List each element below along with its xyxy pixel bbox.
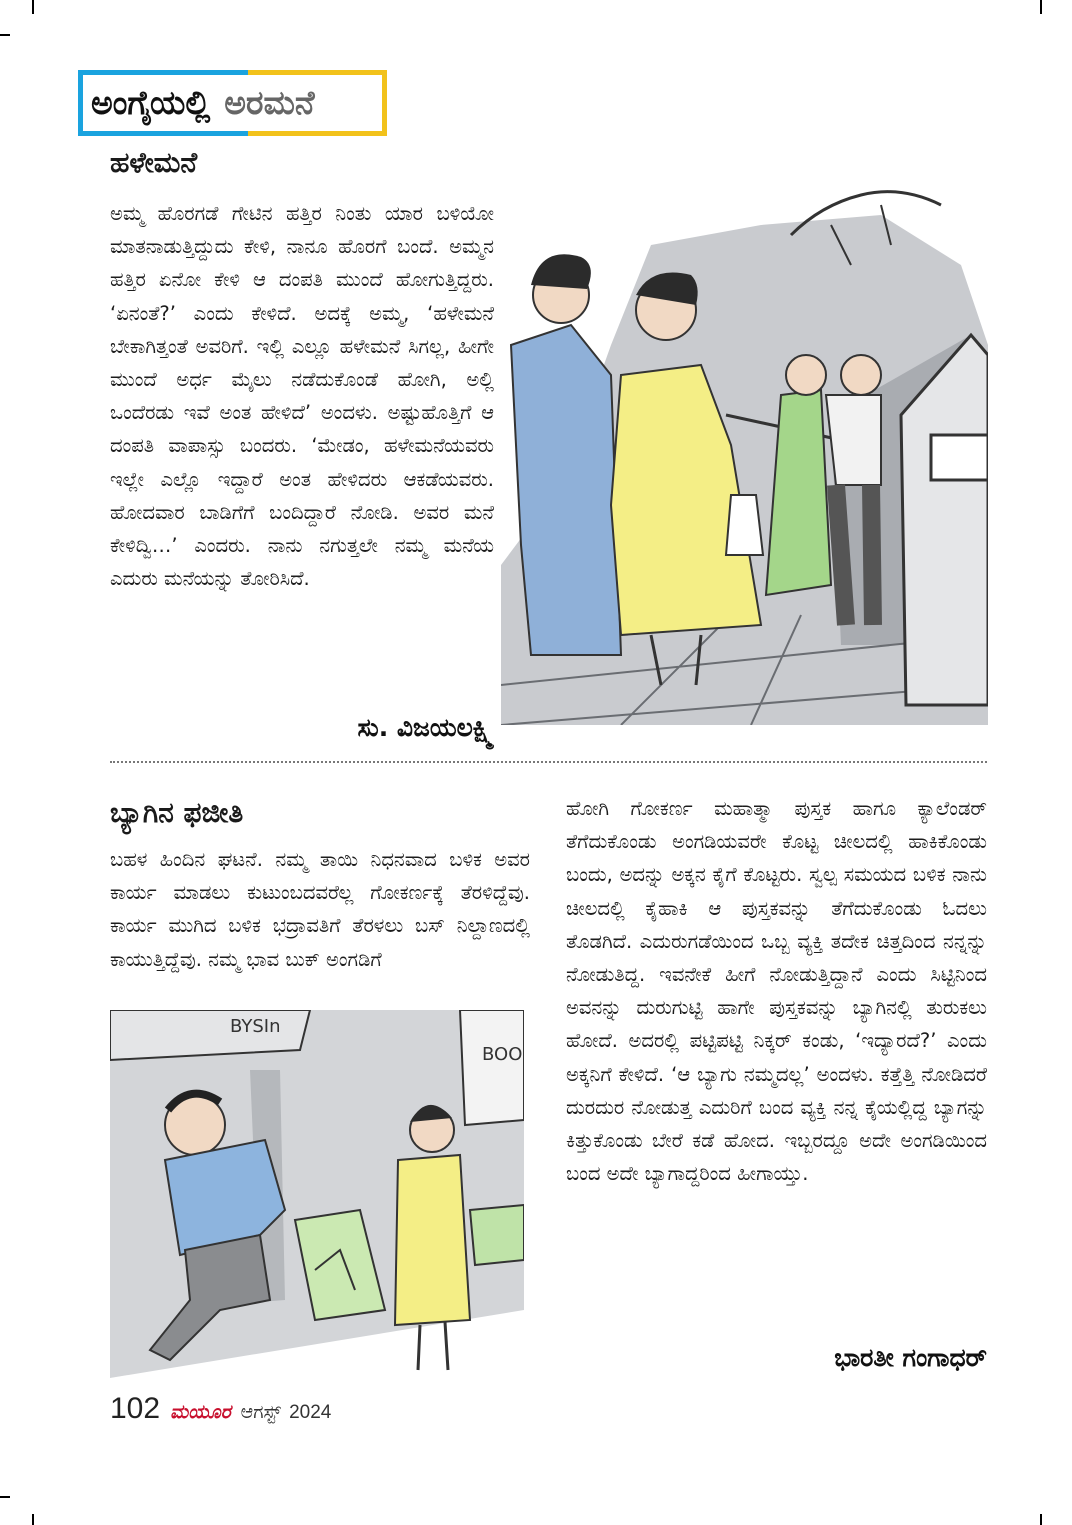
shop-sign-1: BYSIn (230, 1016, 281, 1037)
story2-title: ಬ್ಯಾಗಿನ ಫಜೀತಿ (110, 796, 244, 829)
crop-mark (32, 0, 34, 14)
issue-year: 2024 (289, 1402, 332, 1423)
issue-month: ಆಗಸ್ಟ್ (240, 1401, 282, 1423)
story2-body-right: ಹೋಗಿ ಗೋಕರ್ಣ ಮಹಾತ್ಮಾ ಪುಸ್ತಕ ಹಾಗೂ ಕ್ಯಾಲೆಂಡರ್ ತೆಗೆದುಕೊಂಡು ಅಂಗಡಿಯವರೇ ಕೊಟ್ಟ ಚೀಲದಲ್ಲಿ ಹಾಕಿಕೊಂಡು ಬಂದು, ಅದನ್ನು ಅಕ್ಕನ ಕೈಗೆ ಕೊಟ್ಟರು. ಸ್ವಲ್ಪ ಸಮಯದ ಬಳಿಕ ನಾನು ಚೀಲದಲ್ಲಿ ಕೈಹಾಕಿ ಆ ಪುಸ್ತಕವನ್ನು ತೆಗೆದುಕೊಂಡು ಓದಲು ತೊಡಗಿದೆ. ಎದುರುಗಡೆಯಿಂದ ಒಬ್ಬ ವ್ಯಕ್ತಿ ತದೇಕ ಚಿತ್ತದಿಂದ ನನ್ನನ್ನು ನೋಡುತಿದ್ದ. ಇವನೇಕೆ ಹೀಗೆ ನೋಡುತ್ತಿದ್ದಾನೆ ಎಂದು ಸಿಟ್ಟಿನಿಂದ ಅವನನ್ನು ದುರುಗುಟ್ಟಿ ಹಾಗೇ ಪುಸ್ತಕವನ್ನು ಬ್ಯಾಗಿನಲ್ಲಿ ತುರುಕಲು ಹೋದೆ. ಅದರಲ್ಲಿ ಪಟ್ಟಿಪಟ್ಟಿ ನಿಕ್ಕರ್ ಕಂಡು, ‘ಇದ್ಯಾರದೆ?’ ಎಂದು ಅಕ್ಕನಿಗೆ ಕೇಳಿದೆ. ‘ಆ ಬ್ಯಾಗು ನಮ್ಮದಲ್ಲ’ ಅಂದಳು. ಕತ್ತೆತ್ತಿ ನೋಡಿದರೆ ದುರದುರ ನೋಡುತ್ತ ಎದುರಿಗೆ ಬಂದ ವ್ಯಕ್ತಿ ನನ್ನ ಕೈಯಲ್ಲಿದ್ದ ಬ್ಯಾಗನ್ನು ಕಿತ್ತುಕೊಂಡು ಬೇರೆ ಕಡೆ ಹೋದ. ಇಬ್ಬರದ್ದೂ ಅದೇ ಅಂಗಡಿಯಿಂದ ಬಂದ ಅದೇ ಬ್ಯಾಗಾದ್ದರಿಂದ ಹೀಗಾಯ್ತು. (566, 797, 987, 1186)
story-divider (110, 761, 987, 763)
story2-author: ಭಾರತೀ ಗಂಗಾಧರ್ (834, 1343, 987, 1372)
page-footer (110, 1392, 331, 1426)
crop-mark (1040, 1514, 1042, 1525)
crop-mark (1040, 0, 1042, 14)
crop-mark (0, 34, 10, 36)
story1-title: ಹಳೇಮನೆ (110, 146, 198, 179)
page-number: 102 (110, 1392, 161, 1425)
story1-author: ಸು. ವಿಜಯಲಕ್ಷ್ಮಿ (357, 713, 494, 742)
story2-illustration (110, 1010, 524, 1378)
shop-sign-2: BOO (482, 1044, 523, 1065)
story1-illustration (501, 185, 988, 725)
story2-body-left: ಬಹಳ ಹಿಂದಿನ ಘಟನೆ. ನಮ್ಮ ತಾಯಿ ನಿಧನವಾದ ಬಳಿಕ ಅವರ ಕಾರ್ಯ ಮಾಡಲು ಕುಟುಂಬದವರೆಲ್ಲ ಗೋಕರ್ಣಕ್ಕೆ ತೆರಳಿದ್ದೆವು. ಕಾರ್ಯ ಮುಗಿದ ಬಳಿಕ ಭದ್ರಾವತಿಗೆ ತೆರಳಲು ಬಸ್ ನಿಲ್ದಾಣದಲ್ಲಿ ಕಾಯುತ್ತಿದ್ದೆವು. ನಮ್ಮ ಭಾವ ಬುಕ್ ಅಂಗಡಿಗೆ (110, 848, 530, 971)
crop-mark (32, 1514, 34, 1525)
crop-mark (0, 1496, 10, 1498)
column-title-part2: ಅರಮನೆ (224, 83, 315, 122)
story1-body: ಅಮ್ಮ ಹೊರಗಡೆ ಗೇಟಿನ ಹತ್ತಿರ ನಿಂತು ಯಾರ ಬಳಿಯೋ ಮಾತನಾಡುತ್ತಿದ್ದುದು ಕೇಳಿ, ನಾನೂ ಹೊರಗೆ ಬಂದೆ. ಅಮ್ಮನ ಹತ್ತಿರ ಏನೋ ಕೇಳಿ ಆ ದಂಪತಿ ಮುಂದೆ ಹೋಗುತ್ತಿದ್ದರು. ‘ಏನಂತೆ?’ ಎಂದು ಕೇಳಿದೆ. ಅದಕ್ಕೆ ಅಮ್ಮ, ‘ಹಳೇಮನೆ ಬೇಕಾಗಿತ್ತಂತೆ ಅವರಿಗೆ. ಇಲ್ಲಿ ಎಲ್ಲೂ ಹಳೇಮನೆ ಸಿಗಲ್ಲ, ಹೀಗೇ ಮುಂದೆ ಅರ್ಧ ಮೈಲು ನಡೆದುಕೊಂಡೆ ಹೋಗಿ, ಅಲ್ಲಿ ಒಂದೆರಡು ಇವೆ ಅಂತ ಹೇಳಿದೆ’ ಅಂದಳು. ಅಷ್ಟುಹೊತ್ತಿಗೆ ಆ ದಂಪತಿ ವಾಪಾಸ್ಸು ಬಂದರು. ‘ಮೇಡಂ, ಹಳೇಮನೆಯವರು ಇಲ್ಲೇ ಎಲ್ಲೊ ಇದ್ದಾರೆ ಅಂತ ಹೇಳಿದರು ಆಕಡೆಯವರು. ಹೋದವಾರ ಬಾಡಿಗೆಗೆ ಬಂದಿದ್ದಾರೆ ನೋಡಿ. ಅವರ ಮನೆ ಕೇಳಿದ್ವಿ…’ ಎಂದರು. ನಾನು ನಗುತ್ತಲೇ ನಮ್ಮ ಮನೆಯ ಎದುರು ಮನೆಯನ್ನು ತೋರಿಸಿದೆ. (110, 202, 494, 591)
column-title-part1: ಅಂಗೈಯಲ್ಲಿ (91, 83, 211, 122)
magazine-name: ಮಯೂರ (170, 1401, 231, 1423)
column-title-box (78, 70, 387, 136)
